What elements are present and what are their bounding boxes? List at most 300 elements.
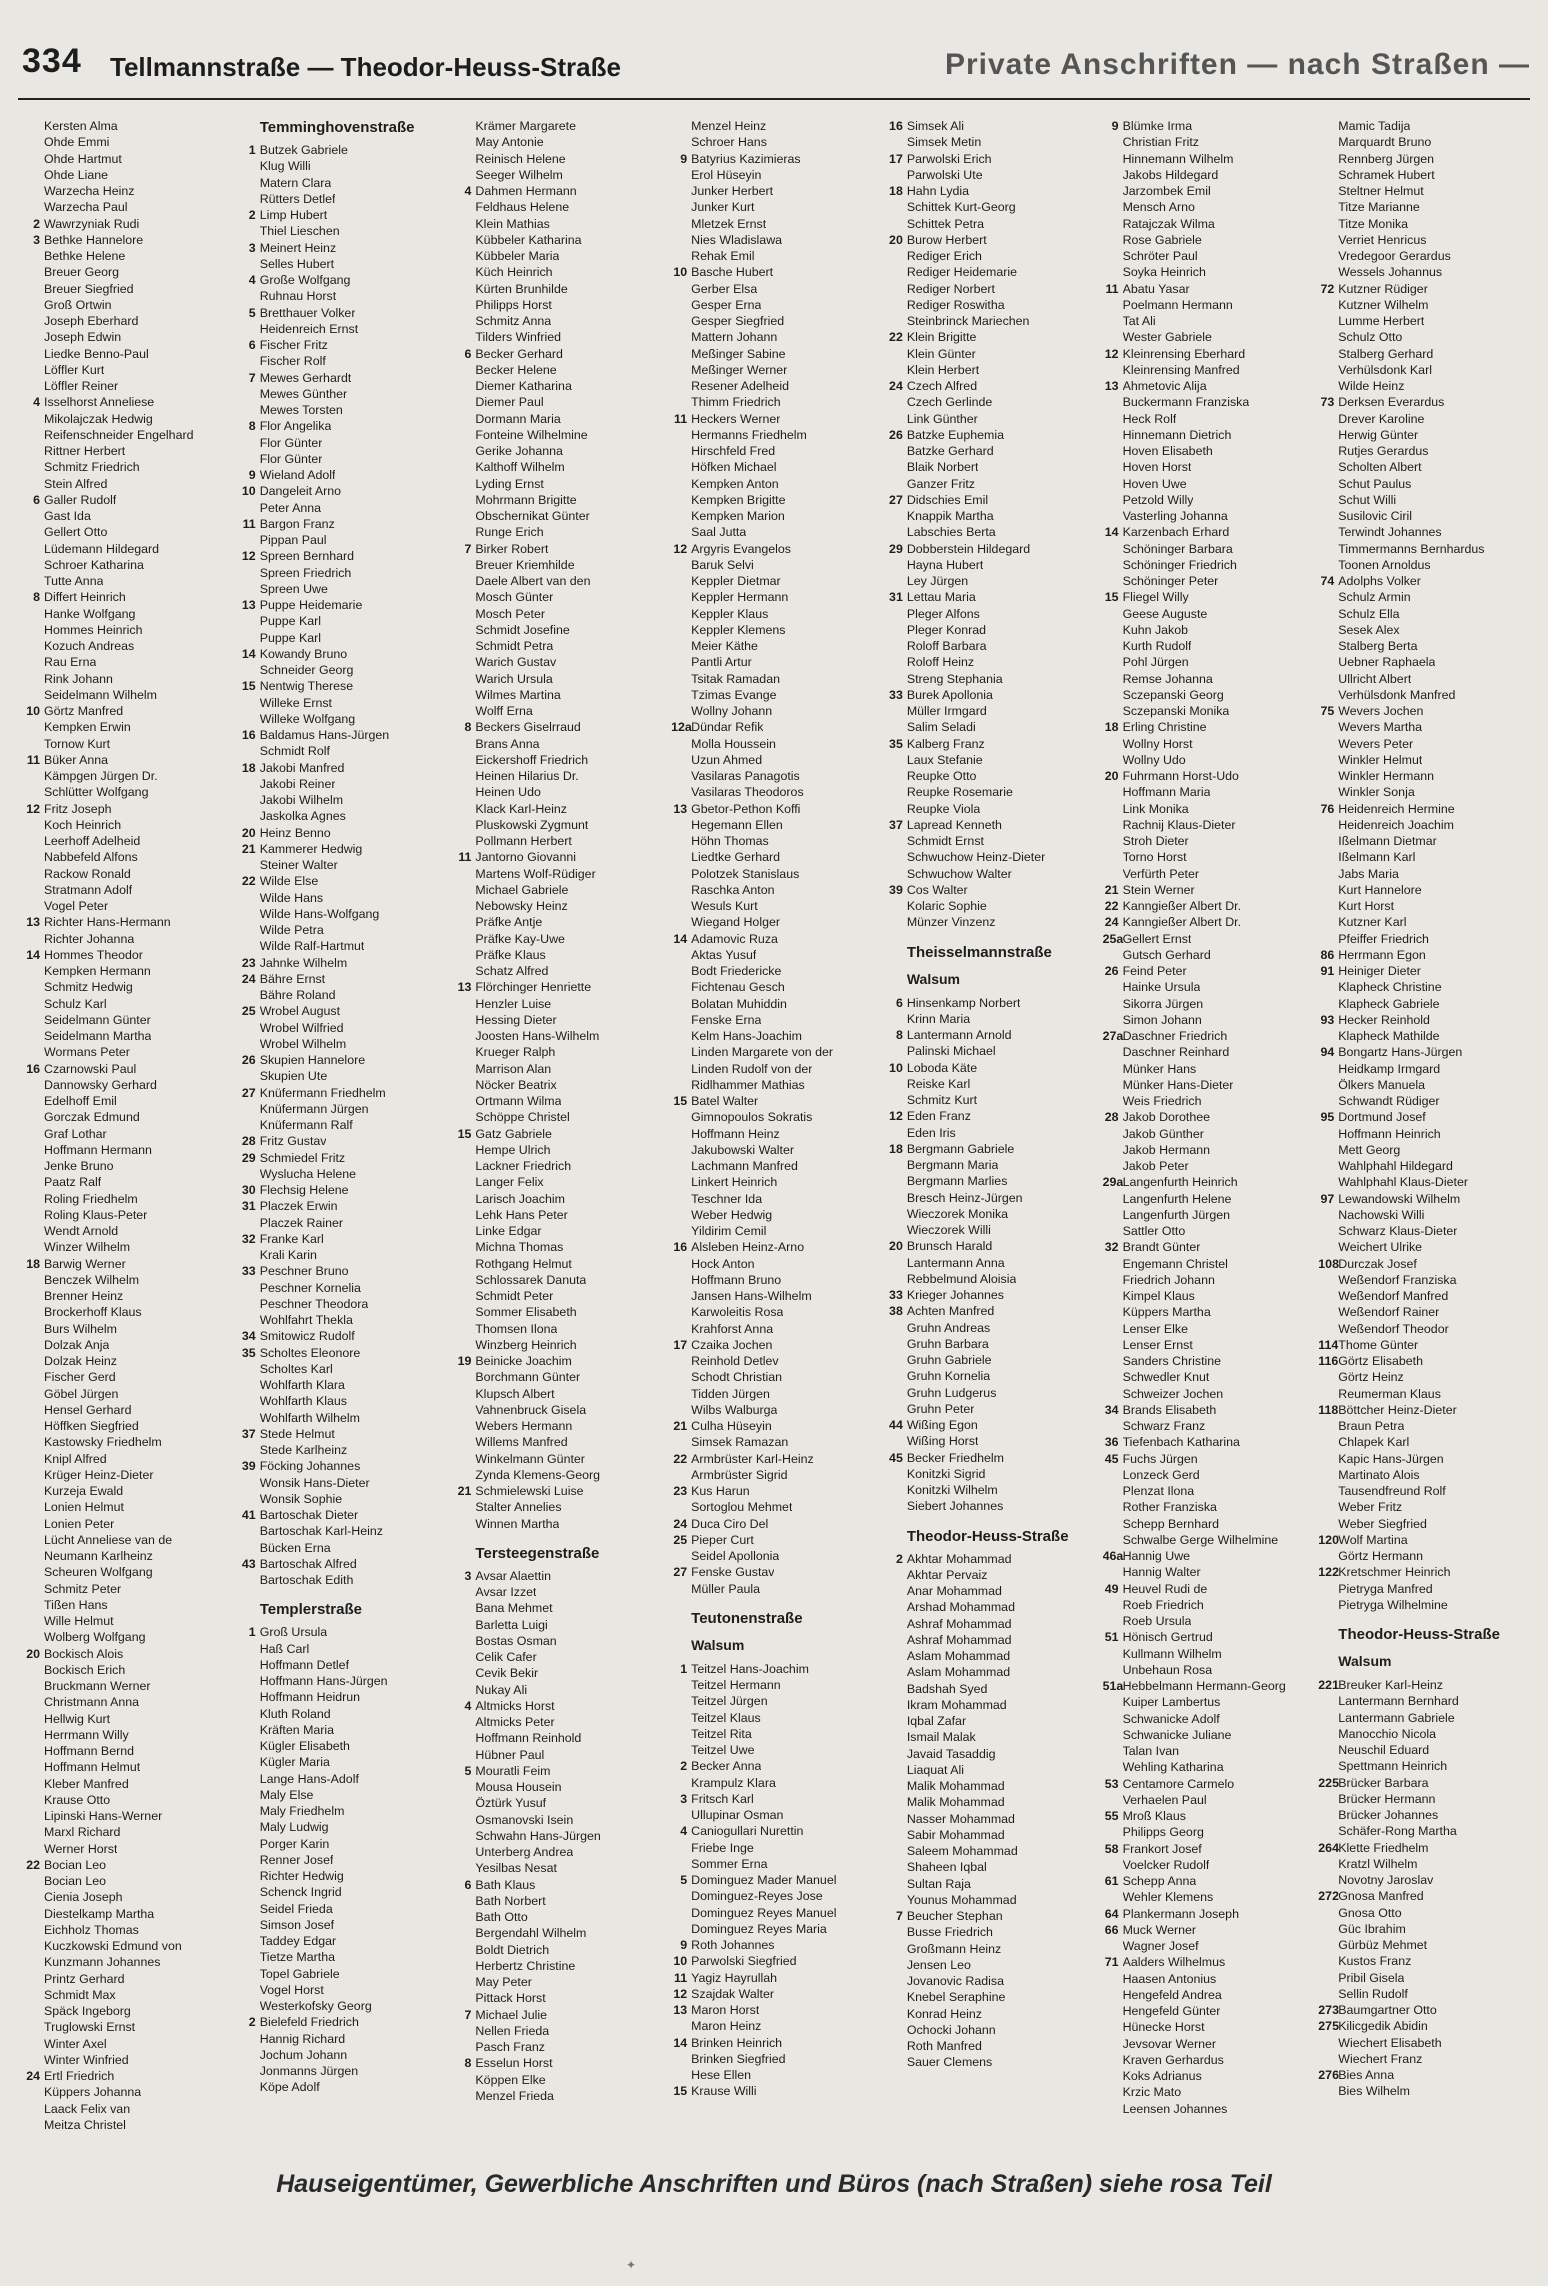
resident-name: Durczak Josef <box>1338 1256 1417 1271</box>
resident-entry <box>671 541 881 557</box>
resident-name: Dominguez Reyes Maria <box>691 1921 827 1936</box>
resident-name: Ertl Friedrich <box>44 2069 115 2083</box>
house-number <box>671 914 691 930</box>
resident-entry <box>671 914 881 930</box>
resident-entry <box>24 671 234 687</box>
resident-name: Wilbs Walburga <box>691 1402 778 1417</box>
resident-entry <box>671 606 881 622</box>
resident-name: Simsek Ali <box>906 119 964 133</box>
resident-entry <box>455 297 665 313</box>
house-number <box>1103 817 1123 833</box>
resident-name: Puppe Karl <box>259 630 322 645</box>
resident-entry <box>455 313 665 329</box>
resident-entry <box>1103 2068 1313 2084</box>
house-number <box>455 1909 475 1925</box>
resident-entry <box>240 548 450 564</box>
resident-entry <box>671 817 881 833</box>
resident-name: Löffler Reiner <box>44 379 119 393</box>
street-range-title: Tellmannstraße — Theodor-Heuss-Straße <box>110 52 621 82</box>
resident-name: Diemer Paul <box>475 395 544 410</box>
resident-entry <box>671 833 881 849</box>
resident-name: Link Monika <box>1122 801 1189 816</box>
house-number <box>24 1012 44 1028</box>
resident-name: Schmidt Josefine <box>475 622 570 637</box>
resident-entry <box>24 752 234 768</box>
resident-entry <box>1103 1613 1313 1629</box>
resident-name: Heiniger Dieter <box>1338 964 1421 978</box>
house-number: 5 <box>680 1873 688 1887</box>
house-number <box>24 1889 44 1905</box>
house-number <box>1103 1044 1123 1060</box>
resident-entry <box>1103 1532 1313 1548</box>
resident-entry <box>887 849 1097 865</box>
resident-name: Hinnemann Dietrich <box>1122 427 1232 442</box>
house-number <box>671 1369 691 1385</box>
resident-name: Kratzl Wilhelm <box>1338 1856 1418 1871</box>
resident-entry <box>24 459 234 475</box>
house-number <box>1318 443 1338 459</box>
resident-entry <box>1103 1581 1313 1597</box>
resident-name: Liedke Benno-Paul <box>44 346 149 361</box>
resident-entry <box>24 1239 234 1255</box>
resident-name: Klein Mathias <box>475 216 550 231</box>
house-number: 55 <box>1104 1809 1119 1823</box>
resident-entry <box>671 1742 881 1758</box>
house-number <box>240 1523 260 1539</box>
house-number <box>1318 427 1338 443</box>
resident-name: Lachmann Manfred <box>691 1159 798 1173</box>
resident-name: Schepp Bernhard <box>1122 1516 1220 1531</box>
resident-name: Kimpel Klaus <box>1122 1289 1195 1303</box>
house-number <box>455 866 475 882</box>
resident-name: Malik Mohammad <box>906 1795 1005 1810</box>
resident-name: Schut Paulus <box>1338 476 1412 491</box>
house-number <box>240 1852 260 1868</box>
house-number <box>1318 1093 1338 1109</box>
resident-entry <box>455 1925 665 1941</box>
resident-entry <box>24 1109 234 1125</box>
house-number <box>1318 2083 1338 2099</box>
resident-entry <box>1318 996 1528 1012</box>
resident-name: Gruhn Kornelia <box>906 1369 991 1384</box>
resident-name: Kutzner Karl <box>1338 915 1407 930</box>
resident-entry <box>240 1442 450 1458</box>
resident-entry <box>455 622 665 638</box>
house-number: 45 <box>1104 1451 1119 1466</box>
house-number <box>455 768 475 784</box>
resident-entry <box>887 281 1097 297</box>
resident-name: Reiske Karl <box>906 1076 971 1091</box>
resident-entry <box>1103 1662 1313 1678</box>
house-number: 6 <box>464 346 472 361</box>
resident-entry <box>887 1287 1097 1303</box>
resident-entry <box>671 1158 881 1174</box>
house-number: 73 <box>1320 395 1335 410</box>
resident-entry <box>240 2031 450 2047</box>
house-number <box>240 1491 260 1507</box>
resident-entry <box>240 418 450 434</box>
resident-name: Lange Hans-Adolf <box>259 1771 359 1786</box>
house-number <box>455 1860 475 1876</box>
house-number <box>1103 1012 1123 1028</box>
resident-name: Gruhn Barbara <box>906 1336 989 1351</box>
house-number <box>671 427 691 443</box>
resident-name: Javaid Tasaddig <box>906 1746 996 1761</box>
resident-entry <box>1318 768 1528 784</box>
resident-entry <box>887 622 1097 638</box>
resident-name: Flor Günter <box>259 451 323 466</box>
resident-entry <box>1318 329 1528 345</box>
resident-name: Kuhn Jakob <box>1122 622 1189 637</box>
resident-entry <box>1103 687 1313 703</box>
resident-name: Ikram Mohammad <box>906 1697 1007 1712</box>
resident-entry <box>887 459 1097 475</box>
house-number <box>887 1222 907 1238</box>
house-number <box>455 151 475 167</box>
resident-name: Unbehaun Rosa <box>1122 1662 1213 1677</box>
resident-name: Stalter Annelies <box>475 1500 562 1515</box>
resident-entry <box>1103 1629 1313 1645</box>
resident-entry <box>671 1223 881 1239</box>
resident-name: Langenfurth Helene <box>1122 1191 1232 1206</box>
resident-entry <box>887 1157 1097 1173</box>
house-number <box>24 118 44 134</box>
house-number <box>455 329 475 345</box>
resident-name: Dormann Maria <box>475 411 561 426</box>
house-number <box>455 427 475 443</box>
house-number <box>24 1418 44 1434</box>
resident-entry <box>240 613 450 629</box>
house-number <box>1318 329 1338 345</box>
resident-name: Wißing Egon <box>906 1418 978 1432</box>
resident-name: Richter Hans-Hermann <box>44 915 171 930</box>
resident-name: Tsitak Ramadan <box>691 671 780 686</box>
house-number: 23 <box>673 1484 688 1498</box>
house-number <box>1103 411 1123 427</box>
resident-name: Spreen Friedrich <box>259 565 352 580</box>
house-number <box>887 671 907 687</box>
resident-name: Ahmetovic Alija <box>1122 379 1207 393</box>
house-number <box>24 1987 44 2003</box>
house-number <box>887 1433 907 1449</box>
house-number <box>1318 1905 1338 1921</box>
resident-entry <box>1318 264 1528 280</box>
house-number: 24 <box>241 971 256 986</box>
resident-entry <box>24 1711 234 1727</box>
resident-name: Engemann Christel <box>1122 1256 1228 1271</box>
resident-name: Groß Ursula <box>259 1625 328 1640</box>
resident-name: Linkert Heinrich <box>691 1175 778 1190</box>
house-number <box>1103 1386 1123 1402</box>
house-number <box>1103 443 1123 459</box>
resident-entry <box>887 1401 1097 1417</box>
resident-entry <box>240 1689 450 1705</box>
resident-entry <box>455 1174 665 1190</box>
resident-entry <box>240 1393 450 1409</box>
house-number: 5 <box>248 305 256 320</box>
resident-name: Hoffmann Heinrich <box>1338 1126 1441 1141</box>
house-number <box>455 297 475 313</box>
resident-entry <box>1103 2036 1313 2052</box>
house-number: 8 <box>895 1028 903 1042</box>
resident-entry <box>24 1857 234 1873</box>
resident-name: Sanders Christine <box>1122 1354 1222 1368</box>
resident-name: Schittek Petra <box>906 216 984 231</box>
house-number <box>1318 134 1338 150</box>
house-number <box>1318 1061 1338 1077</box>
resident-entry <box>240 727 450 743</box>
resident-name: Gruhn Gabriele <box>906 1353 992 1367</box>
resident-entry <box>455 1568 665 1584</box>
resident-name: Bergmann Marlies <box>906 1174 1008 1189</box>
resident-name: Weßendorf Manfred <box>1338 1289 1449 1303</box>
resident-name: Hoffmann Maria <box>1122 785 1211 800</box>
resident-name: Haß Carl <box>259 1641 310 1656</box>
street-heading: Theodor-Heuss-Straße <box>906 1527 1069 1545</box>
resident-entry <box>240 678 450 694</box>
resident-entry <box>455 1369 665 1385</box>
resident-name: Joseph Eberhard <box>44 314 139 328</box>
house-number: 7 <box>464 2007 472 2022</box>
resident-name: Timmermanns Bernhardus <box>1338 541 1485 556</box>
house-number <box>1103 2101 1123 2117</box>
resident-name: Seidelmann Günter <box>44 1012 151 1027</box>
resident-entry <box>887 1027 1097 1043</box>
resident-name: Bath Otto <box>475 1910 528 1924</box>
resident-entry <box>24 1922 234 1938</box>
resident-entry <box>1103 1012 1313 1028</box>
resident-name: Badshah Syed <box>906 1681 988 1696</box>
resident-entry <box>455 1044 665 1060</box>
house-number <box>24 1759 44 1775</box>
directory-column <box>1318 118 1528 2166</box>
resident-name: Görtz Manfred <box>44 704 124 718</box>
house-number <box>24 459 44 475</box>
resident-name: Lüdemann Hildegard <box>44 541 160 556</box>
house-number <box>1318 1467 1338 1483</box>
footer-note: Hauseigentümer, Gewerbliche Anschriften und Büros (nach Straßen) siehe rosa Teil <box>276 2170 1272 2198</box>
house-number: 20 <box>1104 769 1119 783</box>
resident-name: Schwuchow Heinz-Dieter <box>906 850 1046 865</box>
resident-entry <box>455 1730 665 1746</box>
house-number <box>455 1418 475 1434</box>
house-number <box>24 2052 44 2068</box>
resident-name: Bath Norbert <box>475 1893 546 1908</box>
house-number: 7 <box>248 370 256 385</box>
resident-entry <box>240 743 450 759</box>
resident-entry <box>671 654 881 670</box>
house-number <box>24 1191 44 1207</box>
resident-name: Sortoglou Mehmet <box>691 1500 793 1515</box>
resident-entry <box>455 1012 665 1028</box>
resident-entry <box>1318 703 1528 719</box>
resident-entry <box>1103 329 1313 345</box>
resident-entry <box>24 1678 234 1694</box>
house-number <box>887 752 907 768</box>
resident-name: Steinbrinck Mariechen <box>906 314 1030 328</box>
house-number <box>24 1792 44 1808</box>
resident-name: Vredegoor Gerardus <box>1338 249 1451 263</box>
house-number <box>671 167 691 183</box>
resident-entry <box>455 1402 665 1418</box>
house-number: 26 <box>889 427 903 442</box>
house-number <box>671 362 691 378</box>
resident-name: Polotzek Stanislaus <box>691 866 800 881</box>
resident-entry <box>887 1368 1097 1384</box>
resident-name: Keppler Klaus <box>691 606 769 621</box>
resident-name: Lipinski Hans-Werner <box>44 1809 163 1823</box>
resident-entry <box>455 1499 665 1515</box>
house-number <box>455 1942 475 1958</box>
resident-name: Warzecha Paul <box>44 200 128 215</box>
resident-entry <box>24 232 234 248</box>
resident-name: Ullupinar Osman <box>691 1808 784 1822</box>
resident-name: Pieper Curt <box>691 1532 754 1547</box>
resident-entry <box>1318 2083 1528 2099</box>
resident-entry <box>1103 833 1313 849</box>
resident-name: Nöcker Beatrix <box>475 1077 557 1092</box>
resident-name: Hainke Ursula <box>1122 980 1201 995</box>
house-number <box>887 1125 907 1141</box>
resident-name: Kanngießer Albert Dr. <box>1122 899 1242 913</box>
house-number <box>240 906 260 922</box>
resident-name: Bodt Friedericke <box>691 964 782 978</box>
resident-entry <box>240 305 450 321</box>
resident-entry <box>1103 573 1313 589</box>
resident-name: Krahforst Anna <box>691 1321 774 1336</box>
house-number <box>1103 687 1123 703</box>
resident-name: Batzke Euphemia <box>906 427 1004 442</box>
resident-name: Yagiz Hayrullah <box>691 1970 777 1985</box>
resident-name: Muck Werner <box>1122 1922 1197 1937</box>
resident-name: Tietze Martha <box>259 1950 335 1965</box>
house-number: 28 <box>241 1134 256 1149</box>
resident-name: Weber Hedwig <box>691 1207 773 1222</box>
resident-name: Ruhnau Horst <box>259 289 337 304</box>
house-number <box>671 281 691 297</box>
house-number <box>24 996 44 1012</box>
resident-name: Blümke Irma <box>1122 119 1193 133</box>
resident-name: Czaika Jochen <box>691 1337 773 1352</box>
resident-entry <box>1318 1921 1528 1937</box>
resident-entry <box>1103 768 1313 784</box>
house-number <box>1318 492 1338 508</box>
resident-name: Weßendorf Franziska <box>1338 1272 1457 1287</box>
house-number: 29a <box>1102 1175 1124 1190</box>
resident-name: Sommer Erna <box>691 1856 768 1871</box>
house-number: 51 <box>1104 1630 1119 1645</box>
resident-name: Petzold Willy <box>1122 492 1194 507</box>
house-number <box>455 1288 475 1304</box>
house-number <box>455 1812 475 1828</box>
house-number <box>1103 996 1123 1012</box>
resident-entry <box>1103 1808 1313 1824</box>
resident-name: Nachowski Willi <box>1338 1207 1425 1222</box>
resident-name: Dominguez Reyes Manuel <box>691 1905 837 1920</box>
resident-name: Hommes Theodor <box>44 947 143 962</box>
resident-entry <box>455 1028 665 1044</box>
resident-name: Flor Angelika <box>259 419 332 434</box>
house-number <box>671 1044 691 1060</box>
resident-entry <box>671 1677 881 1693</box>
resident-entry <box>455 362 665 378</box>
resident-name: Güc Ibrahim <box>1338 1921 1406 1936</box>
resident-name: Hoffmann Detlef <box>259 1657 350 1672</box>
resident-name: Präfke Kay-Uwe <box>475 931 565 946</box>
resident-entry <box>887 719 1097 735</box>
resident-name: Schröter Paul <box>1122 249 1198 263</box>
street-heading: Teutonenstraße <box>691 1609 803 1627</box>
resident-name: Liaquat Ali <box>906 1762 965 1777</box>
house-number <box>887 1843 907 1859</box>
house-number <box>240 565 260 581</box>
resident-name: Torno Horst <box>1122 850 1187 865</box>
house-number <box>24 1028 44 1044</box>
house-number <box>1103 2068 1123 2084</box>
resident-entry <box>887 1746 1097 1762</box>
house-number: 3 <box>680 1791 688 1806</box>
resident-name: Pittack Horst <box>475 1991 546 2006</box>
house-number <box>455 508 475 524</box>
resident-name: Ohde Hartmut <box>44 151 122 166</box>
house-number <box>455 1191 475 1207</box>
resident-name: Wawrzyniak Rudi <box>44 216 140 231</box>
resident-entry <box>671 1532 881 1548</box>
resident-entry <box>887 606 1097 622</box>
resident-entry <box>1103 1467 1313 1483</box>
house-number <box>24 378 44 394</box>
house-number <box>887 1336 907 1352</box>
house-number: 95 <box>1320 1110 1335 1125</box>
resident-name: Krause Willi <box>691 2084 757 2099</box>
house-number <box>240 353 260 369</box>
resident-name: Wollny Horst <box>1122 736 1193 751</box>
resident-entry <box>887 1482 1097 1498</box>
resident-name: Langenfurth Heinrich <box>1122 1175 1238 1190</box>
resident-name: Bies Wilhelm <box>1338 2084 1410 2099</box>
resident-entry <box>671 1418 881 1434</box>
house-number: 16 <box>673 1240 688 1255</box>
house-number <box>887 1794 907 1810</box>
resident-name: Kempken Marion <box>691 509 785 523</box>
resident-entry <box>240 1836 450 1852</box>
house-number <box>240 1673 260 1689</box>
house-number <box>1318 1207 1338 1223</box>
resident-entry <box>671 1775 881 1791</box>
house-number <box>1103 1694 1123 1710</box>
resident-entry <box>24 1532 234 1548</box>
house-number: 21 <box>457 1484 472 1498</box>
house-number <box>455 1434 475 1450</box>
resident-entry <box>671 849 881 865</box>
house-number: 22 <box>1104 899 1119 913</box>
resident-entry <box>24 866 234 882</box>
house-number: 11 <box>674 1970 688 1985</box>
resident-name: Seeger Wilhelm <box>475 167 563 182</box>
resident-entry <box>24 1646 234 1662</box>
house-number <box>240 191 260 207</box>
resident-name: Kolaric Sophie <box>906 899 987 913</box>
resident-entry <box>671 2083 881 2099</box>
resident-name: Kanngießer Albert Dr. <box>1122 915 1242 930</box>
house-number <box>1103 1516 1123 1532</box>
resident-name: Krämer Margarete <box>475 119 576 133</box>
street-heading: Templerstraße <box>259 1601 362 1619</box>
resident-name: Weßendorf Theodor <box>1338 1321 1449 1336</box>
house-number: 14 <box>241 646 256 661</box>
resident-name: Jochum Johann <box>259 2047 348 2062</box>
resident-entry <box>1318 833 1528 849</box>
